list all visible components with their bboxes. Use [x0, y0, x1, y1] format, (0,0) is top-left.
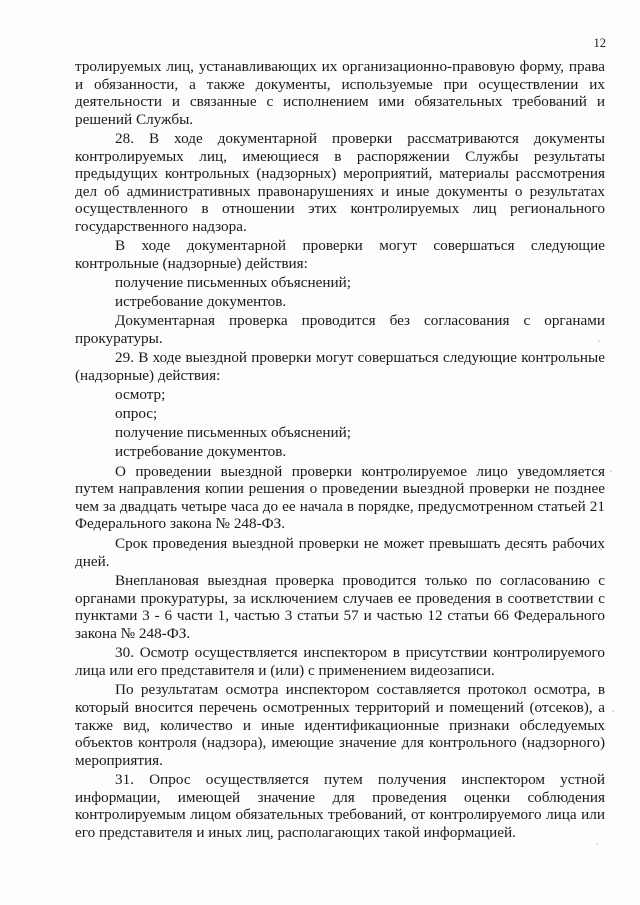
scan-mark	[598, 340, 600, 342]
list-item: истребование документов.	[115, 443, 287, 461]
paragraph-29: 29. В ходе выездной проверки могут совершаться следующие контрольные (надзорные) действия:	[75, 349, 605, 384]
paragraph-documentary-no-approval: Документарная проверка проводится без согласования с органами прокуратуры.	[75, 312, 605, 347]
list-item: получение письменных объяснений;	[115, 424, 351, 442]
paragraph-inspection-protocol: По результатам осмотра инспектором составляется протокол осмотра, в который вносится перечень осмотренных территорий и помещений (отсеков), а также вид, количество и иные идентификационные признаки обследуемых объектов контроля (надзора), имеющие значение для контрольного (надзорного) мероприятия.	[75, 681, 605, 769]
list-item: получение письменных объяснений;	[115, 273, 351, 291]
paragraph-continuation: тролируемых лиц, устанавливающих их организационно-правовую форму, права и обязанности, а также документы, используемые при осуществлении их деятельности и связанные с исполнением ими обязательных требований и решений Службы.	[75, 58, 605, 128]
paragraph-duration: Срок проведения выездной проверки не может превышать десять рабочих дней.	[75, 534, 605, 570]
paragraph-30: 30. Осмотр осуществляется инспектором в присутствии контролируемого лица или его представителя и (или) с применением видеозаписи.	[75, 644, 605, 679]
paragraph-unscheduled: Внеплановая выездная проверка проводится только по согласованию с органами прокуратуры, за исключением случаев ее проведения в соответствии с пунктами 3 - 6 части 1, частью 3 статьи 57 и частью 12 статьи 66 Федерального закона № 248-ФЗ.	[75, 572, 605, 642]
document-body	[75, 58, 605, 843]
list-item: опрос;	[115, 405, 158, 423]
scan-mark	[612, 710, 614, 712]
scan-mark	[596, 843, 598, 845]
paragraph-31: 31. Опрос осуществляется путем получения инспектором устной информации, имеющей значение для проведения оценки соблюдения контролируемым лицом обязательных требований, от контролируемого лица или его представителя и иных лиц, располагающих такой информацией.	[75, 771, 605, 842]
list-item: осмотр;	[115, 385, 166, 403]
paragraph-notification: О проведении выездной проверки контролируемое лицо уведомляется путем направления копии решения о проведении выездной проверки не позднее чем за двадцать четыре часа до ее начала в порядке, предусмотренном статьей 21 Федерального закона № 248-ФЗ.	[75, 462, 605, 533]
paragraph-28: 28. В ходе документарной проверки рассматриваются документы контролируемых лиц, имеющиеся в распоряжении Службы результаты предыдущих контрольных (надзорных) мероприятий, материалы рассмотрения дел об административных правонарушениях и иные документы о результатах осуществленного в отношении этих контролируемых лиц регионального государственного надзора.	[75, 129, 605, 235]
scan-mark	[610, 470, 612, 472]
list-item: истребование документов.	[115, 293, 287, 311]
paragraph-documentary-actions: В ходе документарной проверки могут совершаться следующие контрольные (надзорные) действия:	[75, 237, 605, 272]
page-number: 12	[593, 36, 606, 50]
scan-mark	[600, 548, 602, 550]
